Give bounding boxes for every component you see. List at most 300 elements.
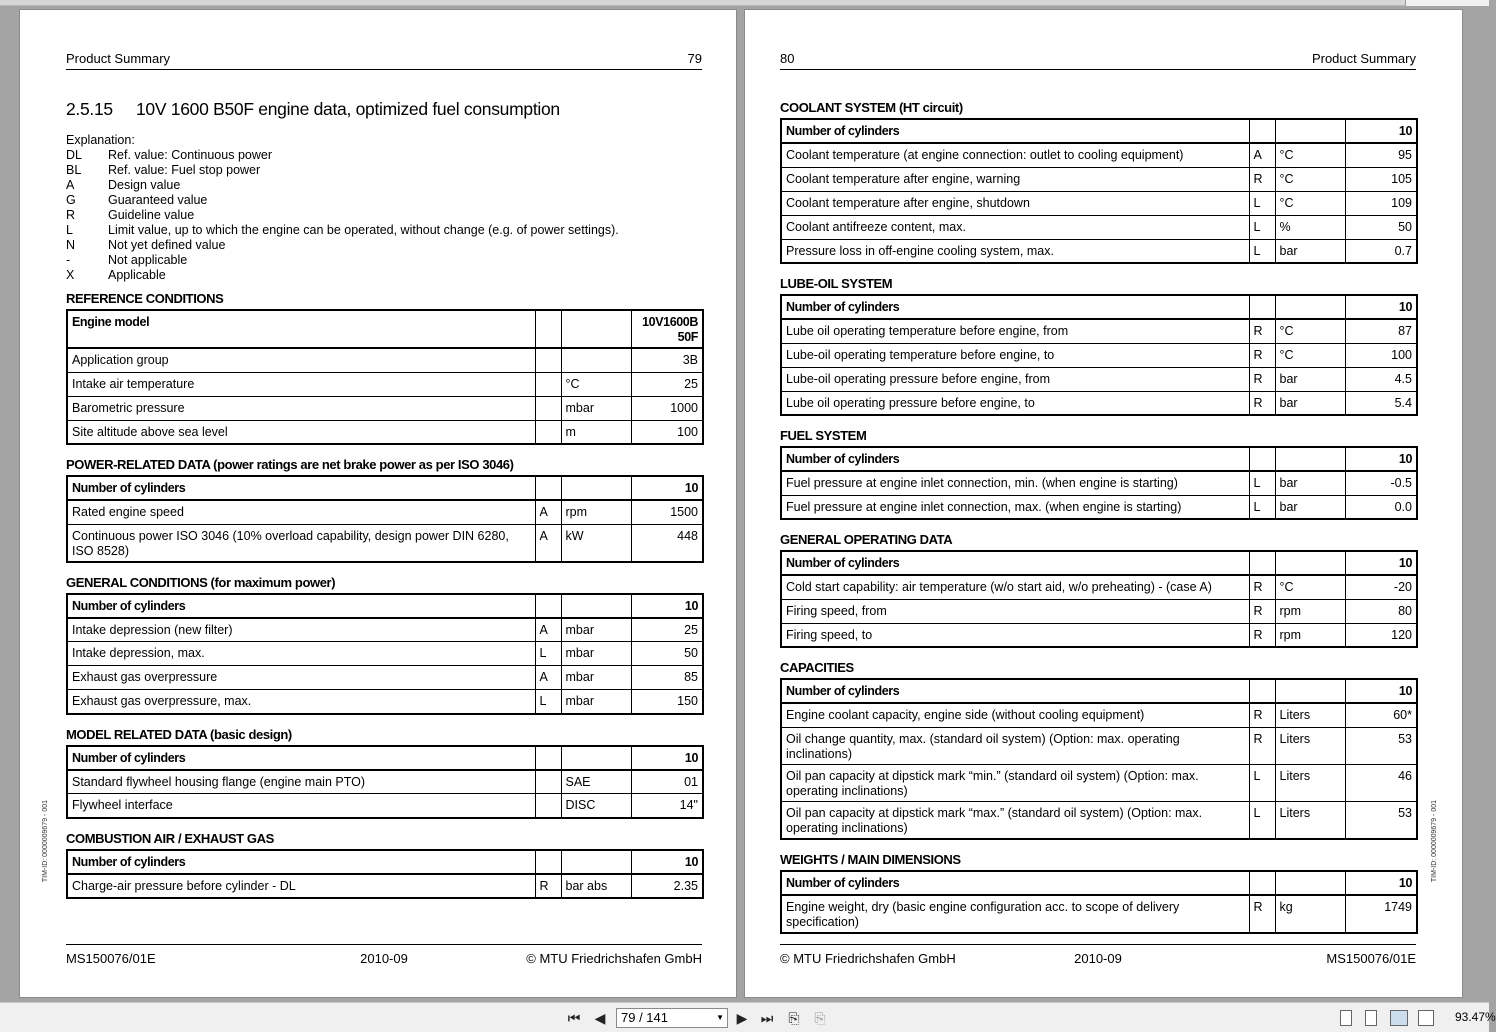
table-header-row — [67, 310, 703, 348]
table-cell: Intake air temperature — [67, 372, 535, 396]
legend-value: Guaranteed value — [108, 193, 208, 207]
table-header-cell — [1249, 119, 1275, 143]
table-header-cell: 10 — [1345, 551, 1417, 575]
table-cell: Coolant temperature after engine, shutdown — [781, 191, 1249, 215]
table-cell: Charge-air pressure before cylinder - DL — [67, 874, 535, 898]
header-title: Product Summary — [1311, 51, 1416, 66]
table-cell: R — [1249, 623, 1275, 647]
table-cell: R — [1249, 575, 1275, 599]
first-page-icon[interactable]: ⏮ — [567, 1009, 581, 1026]
table-row — [67, 396, 703, 420]
section-number: 2.5.15 — [66, 99, 113, 119]
section-subheading: REFERENCE CONDITIONS — [66, 291, 224, 306]
table-header-cell — [1249, 295, 1275, 319]
table-cell — [561, 348, 631, 372]
table-cell: Fuel pressure at engine inlet connection, min. (when engine is starting) — [781, 471, 1249, 495]
legend-key: R — [66, 208, 76, 222]
table-row — [67, 420, 703, 444]
table-row — [781, 319, 1417, 343]
table-cell: A — [535, 500, 561, 524]
table-header-cell: Number of cylinders — [781, 551, 1249, 575]
table-row — [67, 372, 703, 396]
table-cell: rpm — [1275, 599, 1345, 623]
table-header-row — [781, 551, 1417, 575]
table-cell: Liters — [1275, 764, 1345, 801]
page-header — [780, 50, 1416, 70]
page-footer — [66, 944, 702, 966]
table-row — [781, 801, 1417, 839]
table-cell: L — [1249, 471, 1275, 495]
zoom-value: 93.47 — [1455, 1010, 1486, 1024]
single-page-view-icon[interactable] — [1340, 1010, 1352, 1026]
table-cell: °C — [561, 372, 631, 396]
table-cell: °C — [1275, 191, 1345, 215]
top-toolbar-right — [1405, 0, 1489, 6]
section-subheading: FUEL SYSTEM — [780, 428, 867, 443]
table-cell: mbar — [561, 642, 631, 666]
table-row — [67, 642, 703, 666]
footer-doc-number: MS150076/01E — [66, 951, 156, 966]
table-header-cell: 10V1600B 50F — [631, 310, 703, 348]
table-cell: R — [1249, 703, 1275, 727]
table-cell: 100 — [1345, 343, 1417, 367]
table-cell: °C — [1275, 167, 1345, 191]
table-cell: Barometric pressure — [67, 396, 535, 420]
table-cell: 0.0 — [1345, 495, 1417, 519]
table-row — [67, 690, 703, 714]
data-table — [780, 870, 1418, 934]
table-cell: L — [1249, 495, 1275, 519]
table-row — [781, 727, 1417, 764]
table-header-cell: 10 — [1345, 295, 1417, 319]
table-header-cell: Engine model — [67, 310, 535, 348]
table-header-cell — [1275, 871, 1345, 895]
table-cell: Pressure loss in off-engine cooling system, max. — [781, 239, 1249, 263]
table-header-row — [67, 594, 703, 618]
table-header-row — [781, 871, 1417, 895]
table-cell: -20 — [1345, 575, 1417, 599]
page-header — [66, 50, 702, 70]
table-header-cell: Number of cylinders — [67, 476, 535, 500]
table-row — [781, 495, 1417, 519]
explanation-title: Explanation: — [66, 133, 135, 147]
table-cell: 105 — [1345, 167, 1417, 191]
table-row — [781, 143, 1417, 167]
legend-value: Ref. value: Continuous power — [108, 148, 272, 162]
legend-key: L — [66, 223, 73, 237]
table-header-cell — [535, 850, 561, 874]
table-cell: 80 — [1345, 599, 1417, 623]
data-table — [780, 446, 1418, 520]
header-page-number: 79 — [687, 51, 702, 66]
footer-copyright: © MTU Friedrichshafen GmbH — [780, 951, 956, 966]
zoom-level[interactable]: 93.47% — [1455, 1010, 1496, 1024]
table-header-cell — [1249, 871, 1275, 895]
table-cell: 5.4 — [1345, 391, 1417, 415]
table-cell: Coolant antifreeze content, max. — [781, 215, 1249, 239]
table-row — [781, 167, 1417, 191]
table-cell: A — [535, 524, 561, 562]
page-number-value: 79 / 141 — [621, 1010, 668, 1025]
table-cell: R — [1249, 727, 1275, 764]
table-cell: Cold start capability: air temperature (w/o start aid, w/o preheating) - (case A) — [781, 575, 1249, 599]
table-cell: L — [1249, 801, 1275, 839]
last-page-icon[interactable]: ⏭ — [760, 1009, 774, 1026]
table-cell: R — [1249, 343, 1275, 367]
table-header-row — [67, 746, 703, 770]
table-cell: 120 — [1345, 623, 1417, 647]
table-cell: Coolant temperature after engine, warning — [781, 167, 1249, 191]
table-cell: R — [1249, 391, 1275, 415]
legend-item — [66, 253, 702, 268]
table-header-cell: 10 — [1345, 119, 1417, 143]
legend-key: DL — [66, 148, 82, 162]
table-header-cell: 10 — [1345, 679, 1417, 703]
table-header-cell — [1275, 295, 1345, 319]
section-subheading: LUBE-OIL SYSTEM — [780, 276, 893, 291]
table-row — [781, 623, 1417, 647]
table-cell: °C — [1275, 343, 1345, 367]
data-table — [66, 475, 704, 563]
table-cell: 100 — [631, 420, 703, 444]
two-page-continuous-view-icon[interactable] — [1418, 1010, 1434, 1026]
table-cell: Lube oil operating temperature before engine, from — [781, 319, 1249, 343]
section-subheading: WEIGHTS / MAIN DIMENSIONS — [780, 851, 961, 867]
data-table — [66, 849, 704, 899]
table-row — [781, 191, 1417, 215]
table-cell: Intake depression (new filter) — [67, 618, 535, 642]
table-cell: Rated engine speed — [67, 500, 535, 524]
table-header-cell — [1249, 679, 1275, 703]
table-row — [67, 666, 703, 690]
legend-item — [66, 148, 702, 163]
legend-list — [66, 148, 702, 283]
table-cell: 25 — [631, 618, 703, 642]
legend-key: N — [66, 238, 76, 252]
data-table — [780, 678, 1418, 840]
chevron-down-icon: ▼ — [716, 1013, 724, 1022]
legend-item — [66, 268, 702, 283]
legend-item — [66, 223, 702, 238]
table-header-cell: Number of cylinders — [781, 871, 1249, 895]
table-cell: bar — [1275, 239, 1345, 263]
table-cell: % — [1275, 215, 1345, 239]
table-cell: Lube-oil operating pressure before engine, from — [781, 367, 1249, 391]
table-header-cell — [535, 476, 561, 500]
legend-value: Not applicable — [108, 253, 188, 267]
footer-doc-number: MS150076/01E — [1326, 951, 1416, 966]
table-row — [781, 703, 1417, 727]
table-cell: Standard flywheel housing flange (engine main PTO) — [67, 770, 535, 794]
table-cell: bar — [1275, 471, 1345, 495]
table-cell: 3B — [631, 348, 703, 372]
table-cell: Coolant temperature (at engine connection: outlet to cooling equipment) — [781, 143, 1249, 167]
table-cell: Exhaust gas overpressure, max. — [67, 690, 535, 714]
table-cell: 25 — [631, 372, 703, 396]
table-row — [67, 770, 703, 794]
table-header-cell: Number of cylinders — [781, 119, 1249, 143]
table-cell: Firing speed, from — [781, 599, 1249, 623]
table-header-cell: 10 — [631, 850, 703, 874]
table-cell: L — [535, 642, 561, 666]
back-view-icon[interactable]: ⎘ — [788, 1009, 800, 1026]
table-header-cell — [535, 594, 561, 618]
data-table — [66, 593, 704, 715]
table-cell: 0.7 — [1345, 239, 1417, 263]
table-cell: 46 — [1345, 764, 1417, 801]
table-cell: 1500 — [631, 500, 703, 524]
side-document-code: TIM-ID: 0000009679 - 001 — [1431, 800, 1438, 883]
table-header-cell — [561, 746, 631, 770]
table-row — [781, 343, 1417, 367]
table-cell: Continuous power ISO 3046 (10% overload capability, design power DIN 6280, ISO 8528) — [67, 524, 535, 562]
page-content — [780, 98, 1416, 944]
section-heading — [66, 98, 702, 124]
table-cell: °C — [1275, 575, 1345, 599]
page-footer — [780, 944, 1416, 966]
table-header-cell — [1275, 551, 1345, 575]
table-row — [781, 764, 1417, 801]
table-header-cell: 10 — [1345, 447, 1417, 471]
table-row — [781, 575, 1417, 599]
table-row — [67, 794, 703, 818]
legend-key: BL — [66, 163, 82, 177]
table-cell: 60* — [1345, 703, 1417, 727]
table-cell: 87 — [1345, 319, 1417, 343]
table-cell — [535, 794, 561, 818]
table-cell: kg — [1275, 895, 1345, 933]
table-cell: 53 — [1345, 727, 1417, 764]
footer-date: 2010-09 — [360, 951, 408, 966]
table-cell: 150 — [631, 690, 703, 714]
next-page-icon[interactable]: ▶ — [736, 1009, 748, 1026]
table-row — [781, 215, 1417, 239]
table-cell: °C — [1275, 143, 1345, 167]
table-header-cell — [535, 310, 561, 348]
table-cell: 109 — [1345, 191, 1417, 215]
table-cell: Engine coolant capacity, engine side (without cooling equipment) — [781, 703, 1249, 727]
table-header-cell: 10 — [631, 594, 703, 618]
table-cell: m — [561, 420, 631, 444]
legend-key: - — [66, 253, 71, 267]
table-cell: kW — [561, 524, 631, 562]
legend-item — [66, 178, 702, 193]
table-cell: R — [1249, 319, 1275, 343]
legend-value: Limit value, up to which the engine can be operated, without change (e.g. of power settings). — [108, 223, 619, 237]
table-cell: bar — [1275, 495, 1345, 519]
data-table — [780, 118, 1418, 264]
section-subheading: GENERAL OPERATING DATA — [780, 532, 953, 547]
table-cell: Liters — [1275, 727, 1345, 764]
table-row — [781, 895, 1417, 933]
side-document-code: TIM-ID: 0000009679 - 001 — [42, 800, 49, 883]
table-row — [781, 471, 1417, 495]
data-sections — [780, 98, 1416, 934]
previous-page-icon[interactable]: ◀ — [594, 1009, 606, 1026]
section-subheading: COMBUSTION AIR / EXHAUST GAS — [66, 830, 274, 846]
table-header-cell: Number of cylinders — [67, 746, 535, 770]
legend-value: Ref. value: Fuel stop power — [108, 163, 261, 177]
table-cell: 2.35 — [631, 874, 703, 898]
section-subheading: CAPACITIES — [780, 660, 854, 675]
table-header-cell: Number of cylinders — [781, 679, 1249, 703]
header-page-number: 80 — [780, 51, 795, 66]
table-cell: rpm — [561, 500, 631, 524]
table-cell: Site altitude above sea level — [67, 420, 535, 444]
table-header-cell — [561, 850, 631, 874]
table-cell — [535, 372, 561, 396]
table-header-cell — [561, 310, 631, 348]
legend-item — [66, 163, 702, 178]
table-cell: mbar — [561, 396, 631, 420]
data-table — [66, 309, 704, 445]
table-cell: Firing speed, to — [781, 623, 1249, 647]
table-row — [781, 239, 1417, 263]
table-header-cell: Number of cylinders — [67, 850, 535, 874]
table-row — [781, 599, 1417, 623]
table-header-row — [781, 119, 1417, 143]
table-cell: -0.5 — [1345, 471, 1417, 495]
table-header-cell: Number of cylinders — [67, 594, 535, 618]
table-cell: A — [1249, 143, 1275, 167]
table-cell: 85 — [631, 666, 703, 690]
table-cell: 448 — [631, 524, 703, 562]
table-cell: Liters — [1275, 801, 1345, 839]
table-cell: °C — [1275, 319, 1345, 343]
footer-copyright: © MTU Friedrichshafen GmbH — [526, 951, 702, 966]
legend-item — [66, 208, 702, 223]
table-header-row — [781, 447, 1417, 471]
explanation — [66, 133, 702, 283]
table-cell: mbar — [561, 666, 631, 690]
legend-key: X — [66, 268, 75, 282]
table-cell: L — [1249, 239, 1275, 263]
table-cell: 53 — [1345, 801, 1417, 839]
section-subheading: GENERAL CONDITIONS (for maximum power) — [66, 574, 336, 590]
table-cell: mbar — [561, 618, 631, 642]
data-sections — [66, 289, 702, 899]
table-header-cell — [561, 594, 631, 618]
header-title: Product Summary — [66, 51, 171, 66]
table-cell: bar abs — [561, 874, 631, 898]
table-cell: R — [1249, 167, 1275, 191]
legend-value: Guideline value — [108, 208, 195, 222]
table-cell: R — [1249, 599, 1275, 623]
continuous-view-icon[interactable] — [1365, 1010, 1377, 1026]
legend-value: Applicable — [108, 268, 166, 282]
two-page-view-icon[interactable] — [1390, 1010, 1408, 1026]
table-cell: Oil pan capacity at dipstick mark “max.” (standard oil system) (Option: max. operating inclinations) — [781, 801, 1249, 839]
page-number-select[interactable] — [616, 1008, 728, 1028]
table-cell: Oil pan capacity at dipstick mark “min.” (standard oil system) (Option: max. operating inclinations) — [781, 764, 1249, 801]
table-header-cell: Number of cylinders — [781, 447, 1249, 471]
table-cell: Lube oil operating pressure before engine, to — [781, 391, 1249, 415]
table-cell: R — [1249, 895, 1275, 933]
data-table — [780, 550, 1418, 648]
page-content — [66, 98, 702, 909]
section-subheading: MODEL RELATED DATA (basic design) — [66, 726, 292, 742]
data-table — [66, 745, 704, 819]
table-cell: mbar — [561, 690, 631, 714]
section-subheading: POWER-RELATED DATA (power ratings are net brake power as per ISO 3046) — [66, 457, 514, 472]
table-cell: bar — [1275, 367, 1345, 391]
table-cell: Exhaust gas overpressure — [67, 666, 535, 690]
legend-key: G — [66, 193, 76, 207]
table-cell: 1749 — [1345, 895, 1417, 933]
table-header-cell: 10 — [1345, 871, 1417, 895]
legend-key: A — [66, 178, 75, 192]
table-header-cell: Number of cylinders — [781, 295, 1249, 319]
table-cell: SAE — [561, 770, 631, 794]
table-cell: Intake depression, max. — [67, 642, 535, 666]
legend-item — [66, 238, 702, 253]
table-cell — [535, 396, 561, 420]
section-subheading: COOLANT SYSTEM (HT circuit) — [780, 100, 963, 115]
table-cell: 01 — [631, 770, 703, 794]
table-cell: L — [1249, 764, 1275, 801]
table-header-cell — [1249, 447, 1275, 471]
table-cell: L — [1249, 215, 1275, 239]
table-header-cell — [561, 476, 631, 500]
table-cell: 95 — [1345, 143, 1417, 167]
table-header-row — [781, 679, 1417, 703]
table-cell: R — [1249, 367, 1275, 391]
table-cell: 50 — [1345, 215, 1417, 239]
table-cell: A — [535, 618, 561, 642]
section-title: 10V 1600 B50F engine data, optimized fuel consumption — [136, 99, 560, 119]
table-cell: Oil change quantity, max. (standard oil system) (Option: max. operating inclinations) — [781, 727, 1249, 764]
document-page-right — [745, 10, 1462, 997]
table-header-cell: 10 — [631, 746, 703, 770]
top-toolbar — [0, 0, 1489, 6]
table-cell: DISC — [561, 794, 631, 818]
table-cell: Flywheel interface — [67, 794, 535, 818]
table-cell: Fuel pressure at engine inlet connection, max. (when engine is starting) — [781, 495, 1249, 519]
table-cell: A — [535, 666, 561, 690]
table-cell: Application group — [67, 348, 535, 372]
table-cell: 14" — [631, 794, 703, 818]
table-header-row — [781, 295, 1417, 319]
table-row — [781, 391, 1417, 415]
table-row — [67, 618, 703, 642]
table-row — [67, 524, 703, 562]
table-row — [781, 367, 1417, 391]
table-cell: bar — [1275, 391, 1345, 415]
table-cell: L — [1249, 191, 1275, 215]
table-cell: 4.5 — [1345, 367, 1417, 391]
table-header-cell — [1249, 551, 1275, 575]
footer-date: 2010-09 — [1074, 951, 1122, 966]
table-cell — [535, 348, 561, 372]
table-cell: 1000 — [631, 396, 703, 420]
data-table — [780, 294, 1418, 416]
table-cell: Engine weight, dry (basic engine configuration acc. to scope of delivery specification) — [781, 895, 1249, 933]
table-cell: Liters — [1275, 703, 1345, 727]
table-row — [67, 500, 703, 524]
table-header-row — [67, 850, 703, 874]
table-cell: R — [535, 874, 561, 898]
table-cell — [535, 420, 561, 444]
table-cell: rpm — [1275, 623, 1345, 647]
table-cell: 50 — [631, 642, 703, 666]
table-header-row — [67, 476, 703, 500]
table-row — [67, 874, 703, 898]
legend-value: Not yet defined value — [108, 238, 226, 252]
table-header-cell — [1275, 679, 1345, 703]
table-cell — [535, 770, 561, 794]
forward-view-icon[interactable]: ⎘ — [814, 1009, 826, 1026]
table-header-cell — [535, 746, 561, 770]
